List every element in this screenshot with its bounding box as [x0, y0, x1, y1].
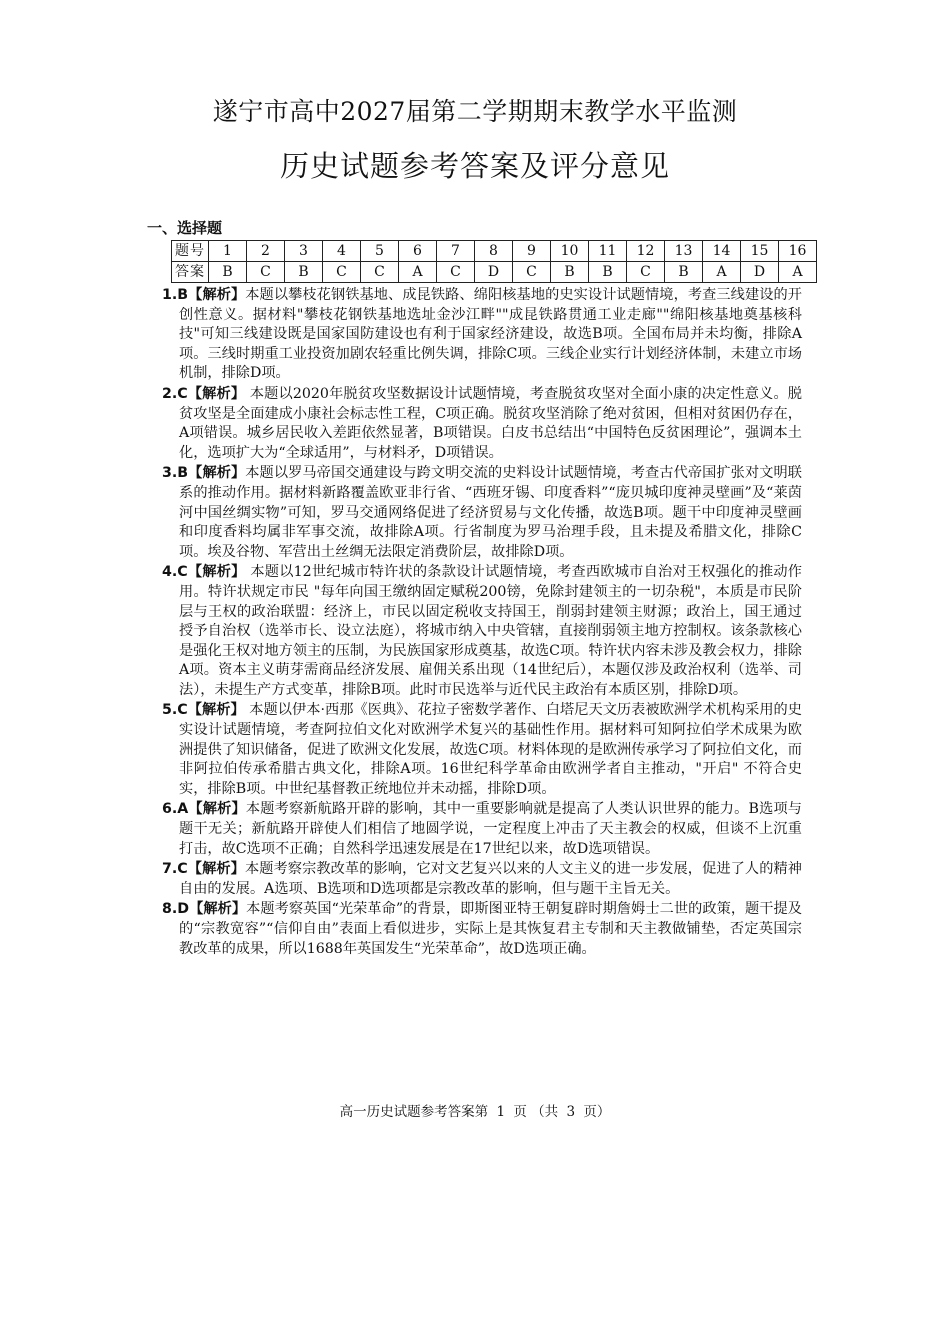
answer-cell: A [703, 262, 741, 283]
explanation-item [162, 701, 802, 799]
item-tag: 【解析】 [189, 901, 247, 918]
answer-cell: B [665, 262, 703, 283]
question-number: 14 [703, 241, 741, 262]
page-footer [0, 1100, 950, 1120]
answer-cell: D [741, 262, 779, 283]
footer-page-number: 1 [496, 1104, 506, 1120]
document-subtitle: 历史试题参考答案及评分意见 [279, 149, 670, 183]
answer-table-answer-row [172, 262, 817, 283]
item-tag: 【解析】 [187, 564, 246, 581]
item-text: 本题以2020年脱贫攻坚数据设计试题情境，考查脱贫攻坚对全面小康的决定性意义。脱贫攻坚是全面建成小康社会标志性工程，C项正确。脱贫攻坚消除了绝对贫困，但相对贫困仍存在，A项错误。城乡居民收入差距依然显著，B项错误。白皮书总结出“中国特色反贫困理论”，强调本土化，选项扩大为“全球适用”，与材料矛，D项错误。 [179, 385, 802, 461]
question-number: 8 [475, 241, 513, 262]
question-number: 11 [589, 241, 627, 262]
item-text: 本题考察英国“光荣革命”的背景，即斯图亚特王朝复辟时期詹姆士二世的政策，题干提及的“宗教宽容”“信仰自由”表面上看似进步，实际上是其恢复君主专制和天主教做铺垫，否定英国宗教改革的成果，所以1688年英国发生“光荣革命”，故D选项正确。 [179, 901, 802, 957]
item-tag: 【解析】 [187, 861, 245, 878]
footer-total-pages: 3 [566, 1104, 576, 1120]
question-number: 2 [247, 241, 285, 262]
item-tag: 【解析】 [188, 801, 246, 818]
answer-cell: B [551, 262, 589, 283]
answer-cell: C [361, 262, 399, 283]
answer-cell: C [513, 262, 551, 283]
question-number: 10 [551, 241, 589, 262]
item-tag: 【解析】 [187, 702, 245, 719]
question-number: 13 [665, 241, 703, 262]
footer-mid: 页 （共 [513, 1104, 559, 1120]
item-number: 1.B [162, 287, 189, 303]
row-label-answer: 答案 [172, 262, 209, 283]
answer-cell: B [209, 262, 247, 283]
answer-table-number-row [172, 241, 817, 262]
answer-cell: B [285, 262, 323, 283]
item-text: 本题以罗马帝国交通建设与跨文明交流的史料设计试题情境，考查古代帝国扩张对文明联系的推动作用。据材料新路覆盖欧亚非行省、“西班牙锡、印度香料”“庞贝城印度神灵壁画”及“莱茵河中国丝绸实物”可知，罗马交通网络促进了经济贸易与文化传播，故选B项。题干中印度神灵壁画和印度香料均属非军事交流，故排除A项。行省制度为罗马治理手段，且未提及希腊文化，排除C项。埃及谷物、军营出土丝绸无法限定消费阶层，故排除D项。 [179, 465, 802, 560]
answer-cell: C [247, 262, 285, 283]
item-text: 本题以攀枝花钢铁基地、成昆铁路、绵阳核基地的史实设计试题情境，考查三线建设的开创性意义。据材料"攀枝花钢铁基地选址金沙江畔""成昆铁路贯通工业走廊""绵阳核基地奠基核科技"可知三线建设既是国家国防建设也有利于国家经济建设，故选B项。全国布局并未均衡，排除A项。三线时期重工业投资加剧农轻重比例失调，排除C项。三线企业实行计划经济体制，未建立市场机制，排除D项。 [179, 287, 802, 382]
explanation-list [162, 286, 802, 960]
question-number: 3 [285, 241, 323, 262]
question-number: 5 [361, 241, 399, 262]
item-number: 7.C [162, 861, 188, 878]
answer-cell: A [399, 262, 437, 283]
question-number: 12 [627, 241, 665, 262]
explanation-item [162, 286, 802, 384]
item-text: 本题考察宗教改革的影响，它对文艺复兴以来的人文主义的进一步发展，促进了人的精神自由的发展。A选项、B选项和D选项都是宗教改革的影响，但与题干主旨无关。 [179, 861, 802, 897]
question-number: 7 [437, 241, 475, 262]
answer-cell: D [475, 262, 513, 283]
answer-cell: C [323, 262, 361, 283]
explanation-item [162, 385, 802, 463]
question-number: 4 [323, 241, 361, 262]
item-number: 6.A [162, 801, 189, 818]
document-title: 遂宁市高中2027届第二学期期末教学水平监测 [212, 97, 738, 126]
section-heading: 一、选择题 [147, 219, 223, 237]
question-number: 16 [779, 241, 817, 262]
item-text: 本题以伊本·西那《医典》、花拉子密数学著作、白塔尼天文历表被欧洲学术机构采用的史实设计试题情境，考查阿拉伯文化对欧洲学术复兴的基础性作用。据材料可知阿拉伯学术成果为欧洲提供了知识储备，促进了欧洲文化发展，故选C项。材料体现的是欧洲传承学习了阿拉伯文化，而非阿拉伯传承希腊古典文化，排除A项。16世纪科学革命由欧洲学者自主推动，"开启" 不符合史实，排除B项。中世纪基督教正统地位并未动摇，排除D项。 [179, 702, 802, 797]
item-number: 3.B [162, 465, 189, 482]
question-number: 1 [209, 241, 247, 262]
question-number: 6 [399, 241, 437, 262]
answer-cell: C [437, 262, 475, 283]
question-number: 15 [741, 241, 779, 262]
question-number: 9 [513, 241, 551, 262]
item-text: 本题以12世纪城市特许状的条款设计试题情境，考查西欧城市自治对王权强化的推动作用。特许状规定市民 "每年向国王缴纳固定赋税200镑，免除封建领主的一切杂税"，本质是市民阶层与王权的政治联盟：经济上，市民以固定税收支持国王，削弱封建领主财源；政治上，国王通过授予自治权（选举市长、设立法庭），将城市纳入中央管辖，直接削弱领主地方控制权。该条款核心是强化王权对地方领主的压制，为民族国家形成奠基，故选C项。特许状内容未涉及教会权力，排除A项。资本主义萌芽需商品经济发展、雇佣关系出现（14世纪后），本题仅涉及政治权利（选举、司法），未提生产方式变革，排除B项。此时市民选举与近代民主政治有本质区别，排除D项。 [179, 564, 802, 698]
item-tag: 【解析】 [188, 465, 246, 482]
explanation-item [162, 800, 802, 859]
answer-cell: A [779, 262, 817, 283]
item-number: 4.C [162, 564, 188, 581]
item-number: 2.C [162, 385, 188, 402]
explanation-item [162, 563, 802, 700]
item-number: 5.C [162, 702, 188, 719]
item-number: 8.D [162, 901, 190, 918]
answer-table [171, 240, 817, 283]
item-tag: 【解析】 [187, 385, 246, 402]
explanation-item [162, 464, 802, 562]
item-text: 本题考察新航路开辟的影响，其中一重要影响就是提高了人类认识世界的能力。B选项与题干无关；新航路开辟使人们相信了地圆学说，一定程度上冲击了天主教会的权威，但谈不上沉重打击，故C选项不正确；自然科学迅速发展是在17世纪以来，故D选项错误。 [179, 801, 802, 857]
footer-end: 页） [583, 1104, 611, 1120]
explanation-item [162, 860, 802, 899]
footer-label: 高一历史试题参考答案第 [339, 1104, 489, 1120]
row-label-number: 题号 [172, 241, 209, 262]
answer-cell: C [627, 262, 665, 283]
item-tag: 【解析】 [188, 287, 246, 303]
explanation-item [162, 900, 802, 959]
answer-cell: B [589, 262, 627, 283]
